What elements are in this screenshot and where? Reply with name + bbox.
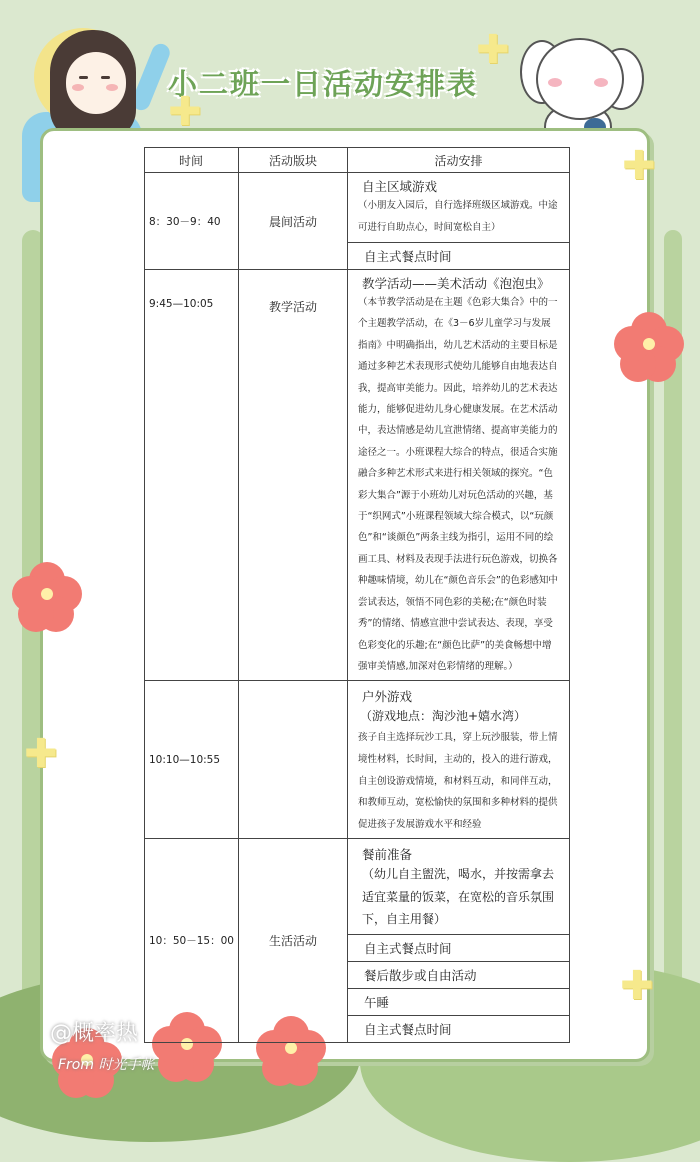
activity-entry bbox=[348, 839, 569, 935]
row-block: 晨间活动 bbox=[239, 173, 348, 270]
sparkle-icon: ✚ bbox=[24, 731, 58, 777]
table-row bbox=[145, 270, 570, 681]
sparkle-icon: ✚ bbox=[168, 89, 202, 135]
activity-title: 教学活动——美术活动《泡泡虫》 bbox=[362, 276, 550, 291]
activity-title: 餐前准备 bbox=[362, 847, 413, 863]
page-title: 小二班一日活动安排表 bbox=[168, 67, 479, 101]
activity-entry bbox=[348, 270, 569, 680]
column-header-time: 时间 bbox=[145, 148, 239, 173]
row-block: 生活活动 bbox=[239, 839, 348, 1043]
schedule-table bbox=[144, 147, 570, 1043]
row-time: 9:45—10:05 bbox=[145, 270, 239, 681]
activity-entry: 餐后散步或自由活动 bbox=[348, 962, 569, 989]
sparkle-icon: ✚ bbox=[620, 963, 654, 1009]
girl-eye bbox=[101, 76, 110, 79]
table-row bbox=[145, 681, 570, 839]
activity-subtitle: （游戏地点：淘沙池+嬉水湾） bbox=[360, 709, 527, 724]
activity-entry: 午睡 bbox=[348, 989, 569, 1016]
table-row bbox=[145, 173, 570, 270]
girl-eye bbox=[79, 76, 88, 79]
sparkle-icon: ✚ bbox=[476, 27, 510, 73]
row-activities bbox=[348, 839, 570, 1043]
activity-detail: （本节教学活动是在主题《色彩大集合》中的一个主题教学活动，在《3－6岁儿童学习与发展指南》中明确指出，幼儿艺术活动的主要目标是通过多种艺术表现形式使幼儿能够自由地表达自我，提高审美能力。因此，培养幼儿的艺术表达能力，能够促进幼儿身心健康发展。在艺术活动中，表达情感是幼儿宣泄情绪、提高审美能力的途径之一。小班课程大综合的特点，很适合实施融合多种艺术形式来进行相关领域的探究。“色彩大集合”源于小班幼儿对玩色活动的兴趣，基于“织网式”小班课程领域大综合模式，以“玩颜色”和“谈颜色”两条主线为指引，运用不同的绘画工具、材料及表现手法进行玩色游戏，切换各种趣味情境，幼儿在“颜色音乐会”的色彩感知中尝试表达，领悟不同色彩的美秘;在“颜色时装秀”的情绪、情感宣泄中尝试表达、表现，享受色彩变化的乐趣;在“颜色比萨”的美食畅想中增强审美情感,加深对色彩情绪的理解。） bbox=[358, 297, 558, 672]
activity-entry: 自主式餐点时间 bbox=[348, 935, 569, 962]
row-block: 教学活动 bbox=[239, 270, 348, 681]
row-time: 10：50－15：00 bbox=[145, 839, 239, 1043]
row-activities bbox=[348, 173, 570, 270]
column-header-activity: 活动安排 bbox=[348, 148, 570, 173]
activity-entry bbox=[348, 681, 569, 838]
row-activities bbox=[348, 270, 570, 681]
activity-entry: 自主式餐点时间 bbox=[364, 249, 452, 264]
column-header-block: 活动版块 bbox=[239, 148, 348, 173]
flower-icon bbox=[12, 562, 82, 632]
activity-detail: （小朋友入园后，自行选择班级区域游戏。中途可进行自助点心，时间宽松自主） bbox=[358, 200, 558, 233]
watermark-source: From 时光手帐 bbox=[58, 1057, 155, 1073]
sparkle-icon: ✚ bbox=[622, 143, 656, 189]
bunny-blush bbox=[594, 78, 608, 87]
row-time: 8：30－9：40 bbox=[145, 173, 239, 270]
row-block bbox=[239, 681, 348, 839]
activity-entry bbox=[348, 173, 569, 243]
row-activities bbox=[348, 681, 570, 839]
activity-title: 户外游戏 bbox=[362, 689, 413, 705]
bunny-blush bbox=[548, 78, 562, 87]
flower-icon bbox=[614, 312, 684, 382]
activity-title: 自主区域游戏 bbox=[362, 179, 438, 194]
table-row bbox=[145, 839, 570, 1043]
row-time: 10:10—10:55 bbox=[145, 681, 239, 839]
girl-blush bbox=[106, 84, 118, 91]
girl-blush bbox=[72, 84, 84, 91]
activity-detail: （幼儿自主盥洗，喝水，并按需拿去适宜菜量的饭菜，在宽松的音乐氛围下，自主用餐） bbox=[362, 867, 555, 927]
activity-detail: 孩子自主选择玩沙工具，穿上玩沙服装，带上情境性材料，长时间，主动的，投入的进行游戏，自主创设游戏情境，和材料互动，和同伴互动，和教师互动，宽松愉快的氛围和多种材料的提供促进孩子发展游戏水平和经验 bbox=[358, 732, 558, 830]
activity-entry: 自主式餐点时间 bbox=[364, 1021, 452, 1037]
girl-face bbox=[66, 52, 126, 114]
table-header-row bbox=[145, 148, 570, 173]
watermark-author: @概率热 bbox=[50, 1021, 139, 1046]
